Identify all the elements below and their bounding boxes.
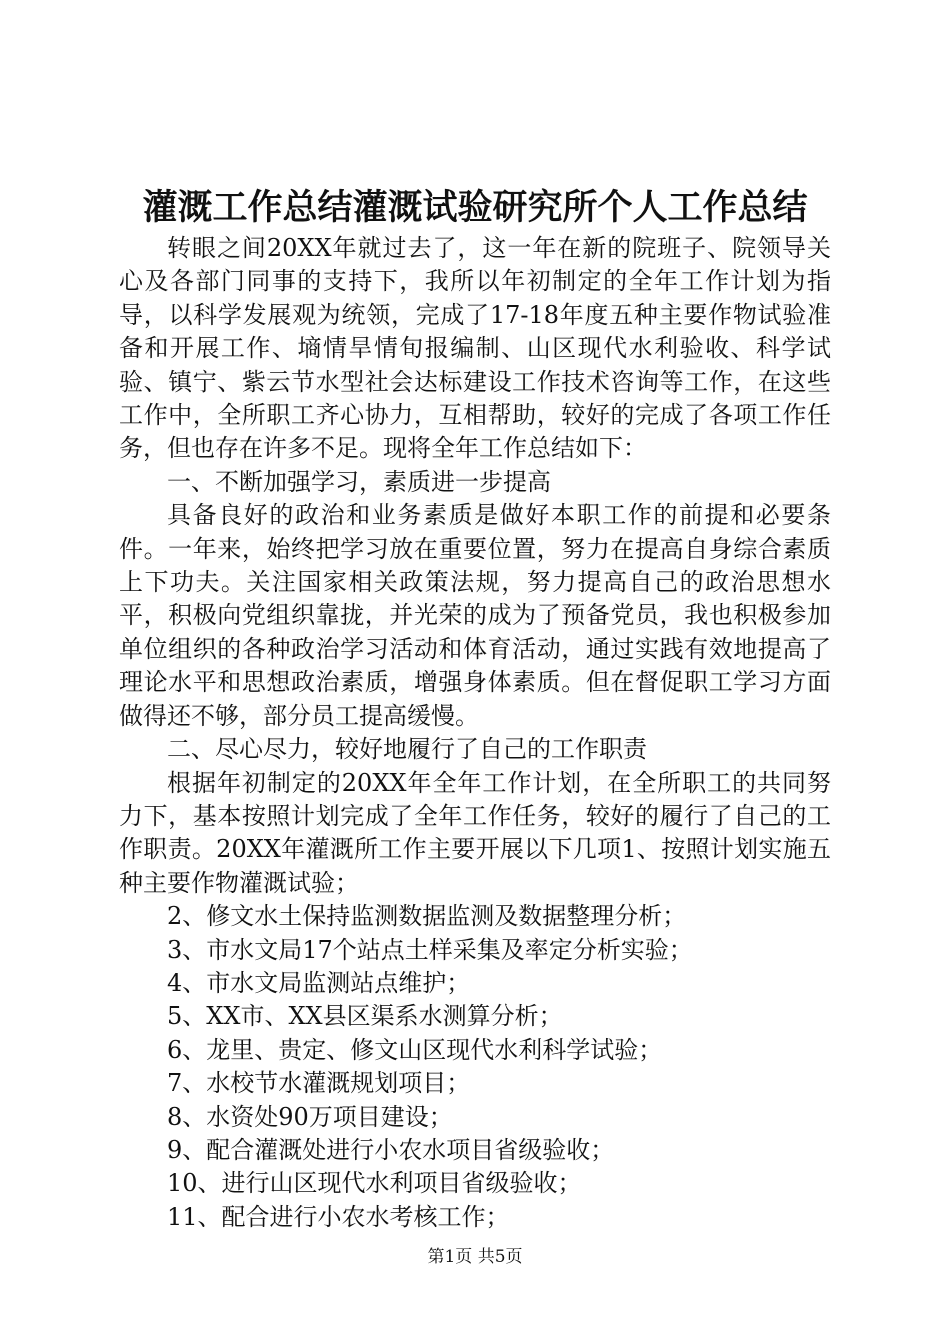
paragraph-study: 具备良好的政治和业务素质是做好本职工作的前提和必要条件。一年来，始终把学习放在重要位置，努力在提高自身综合素质上下功夫。关注国家相关政策法规，努力提高自己的政治思想水平，积极向党组织靠拢，并光荣的成为了预备党员，我也积极参加单位组织的各种政治学习活动和体育活动，通过实践有效地提高了理论水平和思想政治素质，增强身体素质。但在督促职工学习方面做得还不够，部分员工提高缓慢。 xyxy=(119,501,831,730)
section-heading-2: 二、尽心尽力，较好地履行了自己的工作职责 xyxy=(167,735,647,764)
document-body xyxy=(119,232,831,1234)
page-footer: 第1页 共5页 xyxy=(427,1247,523,1267)
list-item: 5、XX市、XX县区渠系水测算分析； xyxy=(167,1002,563,1031)
list-item: 7、水校节水灌溉规划项目； xyxy=(167,1069,471,1098)
paragraph-intro: 转眼之间20XX年就过去了，这一年在新的院班子、院领导关心及各部门同事的支持下，我所以年初制定的全年工作计划为指导，以科学发展观为统领，完成了17-18年度五种主要作物试验准备和开展工作、墒情旱情旬报编制、山区现代水利验收、科学试验、镇宁、紫云节水型社会达标建设工作技术咨询等工作，在这些工作中，全所职工齐心协力，互相帮助，较好的完成了各项工作任务，但也存在许多不足。现将全年工作总结如下： xyxy=(119,234,831,463)
list-item: 10、进行山区现代水利项目省级验收； xyxy=(167,1169,582,1198)
list-item: 3、市水文局17个站点土样采集及率定分析实验； xyxy=(167,935,693,964)
list-item: 11、配合进行小农水考核工作； xyxy=(167,1202,510,1231)
paragraph-duties: 根据年初制定的20XX年全年工作计划，在全所职工的共同努力下，基本按照计划完成了全年工作任务，较好的履行了自己的工作职责。20XX年灌溉所工作主要开展以下几项1、按照计划实施五种主要作物灌溉试验； xyxy=(119,768,831,897)
list-item: 9、配合灌溉处进行小农水项目省级验收； xyxy=(167,1135,615,1164)
list-item: 8、水资处90万项目建设； xyxy=(167,1102,453,1131)
section-heading-1: 一、不断加强学习，素质进一步提高 xyxy=(167,467,551,496)
list-item: 2、修文水土保持监测数据监测及数据整理分析； xyxy=(167,902,687,931)
list-item: 4、市水文局监测站点维护； xyxy=(167,968,471,997)
list-item: 6、龙里、贵定、修文山区现代水利科学试验； xyxy=(167,1035,663,1064)
document-title: 灌溉工作总结灌溉试验研究所个人工作总结 xyxy=(142,187,808,228)
